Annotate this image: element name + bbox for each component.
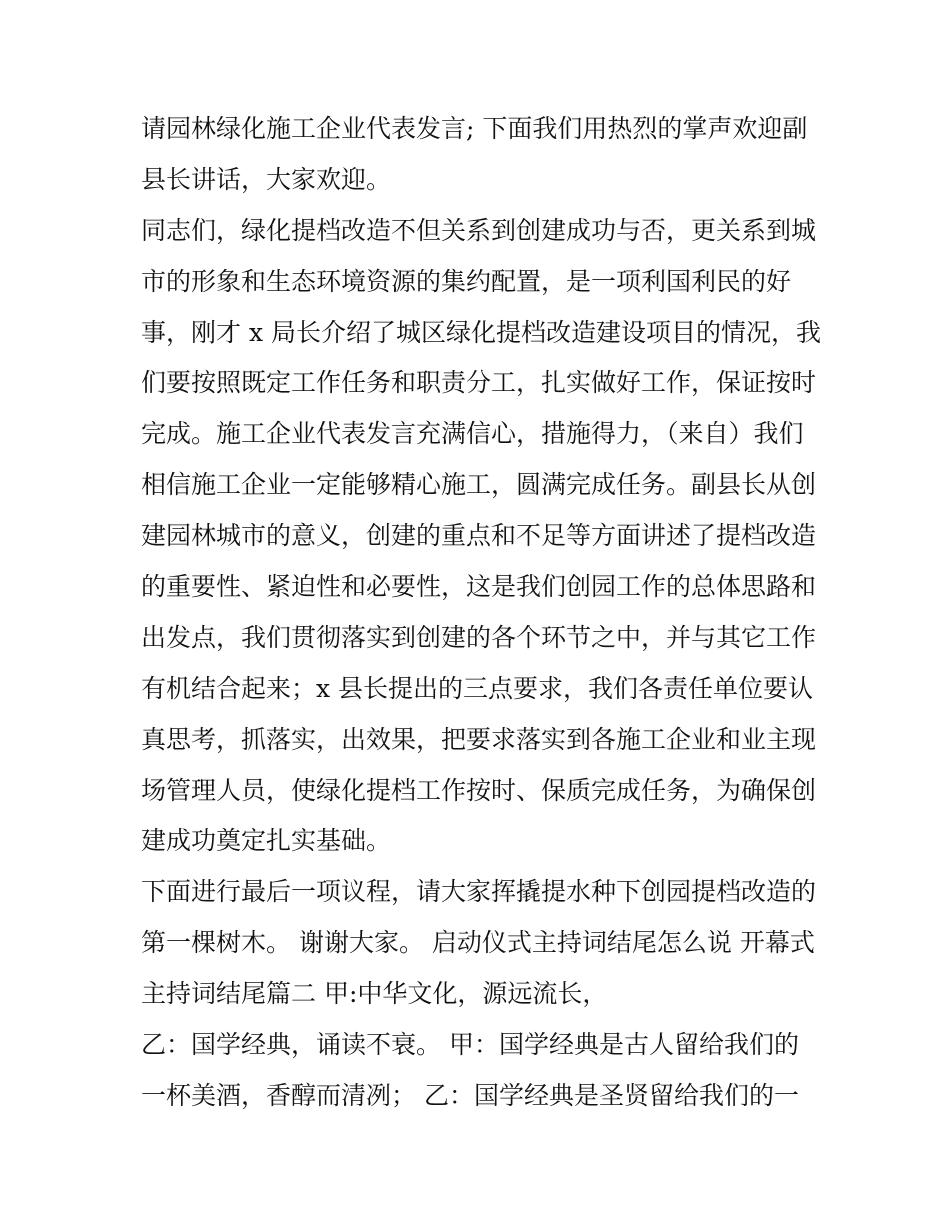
text-line: 请园林绿化施工企业代表发言; 下面我们用热烈的掌声欢迎副 xyxy=(141,114,808,143)
text-line: 事，刚才 x 局长介绍了城区绿化提档改造建设项目的情况，我 xyxy=(141,317,821,347)
text-line: 一杯美酒，香醇而清冽； 乙：国学经典是圣贤留给我们的一 xyxy=(141,1080,799,1110)
text-line: 有机结合起来；x 县长提出的三点要求，我们各责任单位要认 xyxy=(141,673,814,703)
text-line: 县长讲话，大家欢迎。 xyxy=(141,164,392,194)
text-line: 同志们，绿化提档改造不但关系到创建成功与否，更关系到城 xyxy=(141,215,817,245)
text-line: 场管理人员，使绿化提档工作按时、保质完成任务，为确保创 xyxy=(141,775,817,805)
text-line: 建成功奠定扎实基础。 xyxy=(141,826,392,856)
body-text xyxy=(141,104,821,1122)
text-line: 第一棵树木。 谢谢大家。 启动仪式主持词结尾怎么说 开幕式 xyxy=(141,928,815,958)
text-line: 出发点，我们贯彻落实到创建的各个环节之中，并与其它工作 xyxy=(141,622,817,652)
text-line: 下面进行最后一项议程，请大家挥撬提水种下创园提档改造的 xyxy=(141,877,817,907)
text-line: 主持词结尾篇二 甲:中华文化，源远流长， xyxy=(141,979,608,1009)
text-line: 相信施工企业一定能够精心施工，圆满完成任务。副县长从创 xyxy=(141,470,817,500)
text-line: 真思考，抓落实，出效果，把要求落实到各施工企业和业主现 xyxy=(141,724,817,754)
text-line: 乙：国学经典，诵读不衰。 甲：国学经典是古人留给我们的 xyxy=(141,1030,799,1060)
text-line: 们要按照既定工作任务和职责分工，扎实做好工作，保证按时 xyxy=(141,368,817,398)
text-line: 完成。施工企业代表发言充满信心，措施得力，（来自）我们 xyxy=(141,419,804,449)
text-line: 市的形象和生态环境资源的集约配置，是一项利国利民的好 xyxy=(141,266,792,296)
text-line: 建园林城市的意义，创建的重点和不足等方面讲述了提档改造 xyxy=(141,521,817,551)
text-line: 的重要性、紧迫性和必要性，这是我们创园工作的总体思路和 xyxy=(141,572,817,602)
